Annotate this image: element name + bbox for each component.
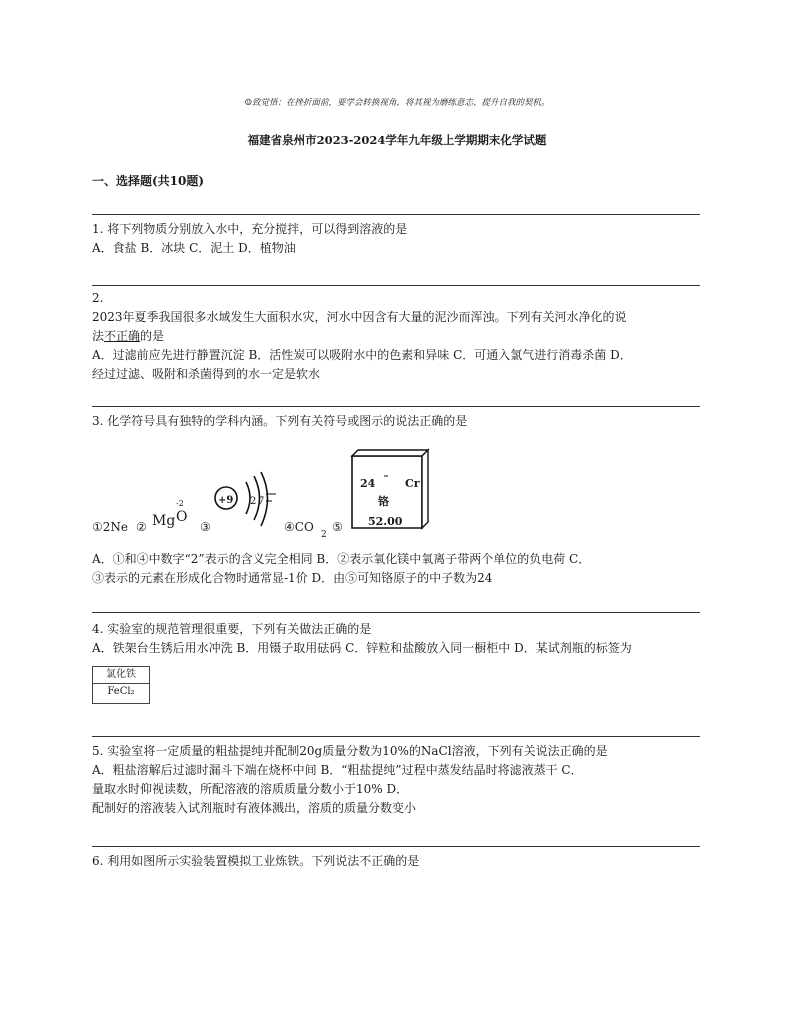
figure-2-label: ②	[136, 520, 147, 534]
figure-1-label: ①2Ne	[92, 520, 128, 534]
element-symbol: Cr	[405, 477, 420, 490]
atom-nucleus: +9	[218, 495, 234, 506]
question-options: A．铁架台生锈后用水冲洗 B．用镊子取用砝码 C．锌粒和盐酸放入同一橱柜中 D．某试剂瓶的标签为	[92, 641, 632, 655]
element-mass: 52.00	[368, 515, 403, 528]
element-number: 24	[360, 477, 376, 490]
question-divider	[92, 214, 700, 215]
question-stem-line-2: 法不正确的是	[92, 329, 165, 343]
question-options-line-2: ③表示的元素在形成化合物时通常显-1价 D．由⑤可知铬原子的中子数为24	[92, 571, 493, 585]
label-formula: FeCl₂	[93, 683, 149, 700]
question-stem: 6. 利用如图所示实验装置模拟工业炼铁。下列说法不正确的是	[92, 854, 420, 868]
figure-4-label: ④CO	[284, 520, 314, 534]
emphasis-underline: 不正确	[104, 329, 141, 343]
atom-shell-1: 2	[250, 496, 257, 507]
question-options-line-1: A．过滤前应先进行静置沉淀 B．活性炭可以吸附水中的色素和异味 C．可通入氯气进行消毒杀菌 D．	[92, 348, 632, 362]
question-options-line-2: 量取水时仰视读数，所配溶液的溶质质量分数小于10% D．	[92, 782, 409, 796]
co2-subscript: 2	[321, 530, 327, 540]
element-name: 铬	[378, 495, 389, 508]
question-stem: 1. 将下列物质分别放入水中，充分搅拌，可以得到溶液的是	[92, 222, 408, 236]
question-stem: 5. 实验室将一定质量的粗盐提纯并配制20g质量分数为10%的NaCl溶液，下列有关说法正确的是	[92, 744, 608, 758]
oxygen-charge: -2	[176, 499, 184, 508]
question-options-line-1: A．①和④中数字“2”表示的含义完全相同 B．②表示氧化镁中氧离子带两个单位的负电荷 C．	[92, 552, 591, 566]
question-divider	[92, 736, 700, 737]
mg-symbol: Mg	[152, 513, 176, 529]
question-divider	[92, 285, 700, 286]
label-name: 氯化铁	[106, 669, 136, 680]
question-divider	[92, 846, 700, 847]
motto-text: ☺致觉悟：在挫折面前，要学会转换视角，将其视为磨练意志、提升自我的契机。	[244, 98, 550, 108]
question-stem-line-1: 2023年夏季我国很多水域发生大面积水灾，河水中因含有大量的泥沙而浑浊。下列有关河水净化的说	[92, 310, 627, 324]
question-options-line-2: 经过过滤、吸附和杀菌得到的水一定是软水	[92, 367, 321, 381]
section-heading: 一、选择题(共10题)	[92, 174, 205, 188]
question-stem: 3. 化学符号具有独特的学科内涵。下列有关符号或图示的说法正确的是	[92, 414, 468, 428]
question-number: 2.	[92, 291, 104, 305]
symbol-figures	[92, 450, 700, 540]
question-options-line-1: A．粗盐溶解后过滤时漏斗下端在烧杯中间 B．“粗盐提纯”过程中蒸发结晶时将滤液蒸干 C．	[92, 763, 583, 777]
question-divider	[92, 406, 700, 407]
question-divider	[92, 612, 700, 613]
figure-3-label: ③	[200, 520, 211, 534]
page-title: 福建省泉州市2023-2024学年九年级上学期期末化学试题	[247, 133, 547, 147]
question-options: A．食盐 B．冰块 C．泥土 D．植物油	[92, 241, 296, 255]
oxygen-symbol: O	[176, 509, 188, 525]
figure-5-label: ⑤	[332, 520, 343, 534]
reagent-label-image	[92, 666, 150, 704]
question-options-line-3: 配制好的溶液装入试剂瓶时有液体溅出，溶质的质量分数变小	[92, 801, 417, 815]
atom-shell-2: 7	[258, 496, 265, 507]
question-stem: 4. 实验室的规范管理很重要，下列有关做法正确的是	[92, 622, 372, 636]
